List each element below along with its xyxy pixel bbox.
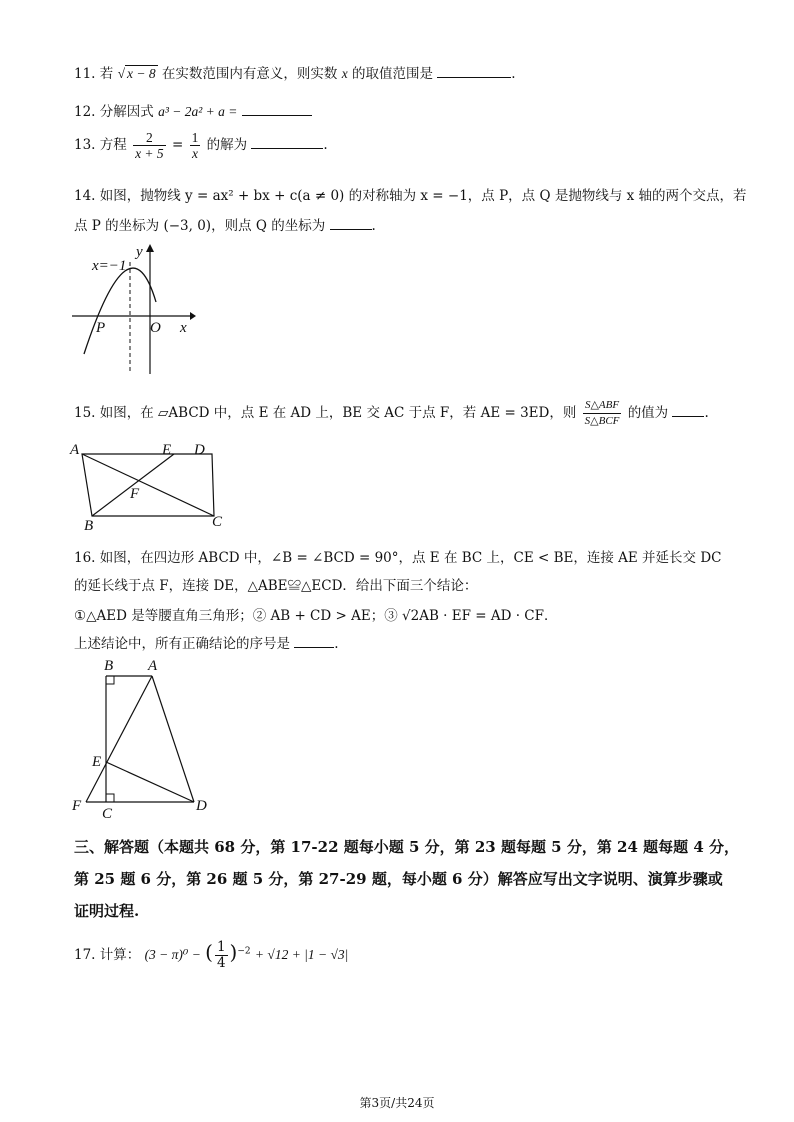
q13-end: . <box>323 137 328 153</box>
label-d: D <box>196 798 207 814</box>
label-a: A <box>70 442 80 458</box>
q14-answer-blank[interactable] <box>330 217 372 230</box>
q16-line-4 <box>74 632 339 652</box>
q11-radicand: x − 8 <box>126 66 156 81</box>
parabola-curve <box>84 268 156 354</box>
q15-end: . <box>704 405 709 421</box>
q11-tail: 的取值范围是 <box>351 66 433 82</box>
label-c: C <box>212 514 223 530</box>
segment-ad <box>152 676 194 802</box>
q11-variable: x <box>341 66 348 81</box>
label-o: O <box>150 320 161 336</box>
section-3-heading-line-1: 三、解答题（本题共 68 分，第 17-22 题每小题 5 分，第 23 题每题 5 分，第 24 题每题 4 分， <box>74 838 740 856</box>
q17-exponent: −2 <box>237 946 251 957</box>
label-y: y <box>136 244 143 260</box>
q17-number: 17. 计算： <box>74 947 141 963</box>
section-3-heading-line-3: 证明过程. <box>74 902 140 920</box>
q16-answer-blank[interactable] <box>294 635 334 648</box>
page-footer: 第3页/共24页 <box>359 1096 435 1110</box>
label-a: A <box>148 658 158 674</box>
question-11: 11. 若 √ x − 8 在实数范围内有意义，则实数 x 的取值范围是 . <box>74 66 516 82</box>
q16-line-1: 16. 如图，在四边形 ABCD 中，∠B = ∠BCD = 90°，点 E 在 BC 上，CE < BE，连接 AE 并延长交 DC <box>74 550 722 566</box>
q13-answer-blank[interactable] <box>251 136 323 149</box>
q13-tail: 的解为 <box>206 137 248 153</box>
label-e: E <box>92 754 102 770</box>
section-3-heading-line-2: 第 25 题 6 分，第 26 题 5 分，第 27-29 题，每小题 6 分）解答应写出文字说明、演算步骤或 <box>74 870 723 888</box>
q11-answer-blank[interactable] <box>437 65 511 78</box>
q15-tail: 的值为 <box>627 405 669 421</box>
diagonal-ac <box>82 454 214 516</box>
segment-ed <box>106 762 194 802</box>
label-d: D <box>194 442 205 458</box>
q13-equals: = <box>171 137 184 153</box>
label-p: P <box>96 320 106 336</box>
question-15 <box>74 398 709 429</box>
q14-line-2-text: 点 P 的坐标为 (−3, 0)，则点 Q 的坐标为 <box>74 218 326 234</box>
label-f: F <box>130 486 140 502</box>
q11-number: 11. 若 <box>74 66 114 82</box>
q14-end: . <box>371 218 376 234</box>
q15-area-ratio: $\frac{\text{S△ABF}}{\text{S△BCF}}$ <box>584 399 620 427</box>
q17-part-2: + √12 + |1 − √3| <box>254 947 349 962</box>
label-f: F <box>72 798 82 814</box>
q12-expression: a³ − 2a² + a = <box>158 104 238 119</box>
q16-line-2: 的延长线于点 F，连接 DE，△ABE≌△ECD．给出下面三个结论： <box>74 578 478 594</box>
right-angle-b-icon <box>106 676 114 684</box>
q14-parabola-figure <box>66 242 196 376</box>
segment-af <box>86 676 152 802</box>
q17-part-1: (3 − π)⁰ − <box>144 947 201 962</box>
label-e: E <box>162 442 172 458</box>
q12-answer-blank[interactable] <box>242 103 312 116</box>
question-13 <box>74 130 328 161</box>
q14-line-2 <box>74 214 376 234</box>
q13-fraction-left: $\frac{2}{x + 5}$ <box>135 130 164 161</box>
q15-answer-blank[interactable] <box>672 404 704 417</box>
x-axis-arrow-icon <box>190 312 196 320</box>
q12-number: 12. 分解因式 <box>74 104 154 120</box>
q17-fraction: $\frac{1}{4}$ <box>216 939 226 971</box>
segment-be <box>92 454 174 516</box>
q15-text: 15. 如图，在 ▱ABCD 中，点 E 在 AD 上，BE 交 AC 于点 F，若 AE = 3ED，则 <box>74 405 577 421</box>
q11-text: 在实数范围内有意义，则实数 <box>161 66 338 82</box>
right-angle-c-icon <box>106 794 114 802</box>
label-axis-x-eq-neg1: x=−1 <box>92 258 127 274</box>
q16-quadrilateral-figure <box>66 654 226 820</box>
q11-end: . <box>511 66 516 82</box>
q16-line-3: ①△AED 是等腰直角三角形；② AB + CD > AE；③ √2AB · EF = AD · CF． <box>74 608 558 624</box>
question-17: 17. 计算： (3 − π)⁰ − ( $\frac{1}{4}$ )$^{-2}$ + √12 + |1 − √3| <box>74 939 349 971</box>
q14-line-1: 14. 如图，抛物线 y = ax² + bx + c(a ≠ 0) 的对称轴为 x = −1，点 P，点 Q 是抛物线与 x 轴的两个交点，若 <box>74 188 747 204</box>
label-b: B <box>84 518 94 534</box>
label-c: C <box>102 806 113 820</box>
label-x: x <box>180 320 187 336</box>
q15-parallelogram-figure <box>66 438 236 534</box>
label-b: B <box>104 658 114 674</box>
q16-line-4-text: 上述结论中，所有正确结论的序号是 <box>74 636 290 652</box>
question-12 <box>74 100 312 120</box>
y-axis-arrow-icon <box>146 244 154 252</box>
q16-end: . <box>334 636 339 652</box>
q13-number: 13. 方程 <box>74 137 127 153</box>
q13-fraction-right: $\frac{1}{x}$ <box>191 130 199 161</box>
